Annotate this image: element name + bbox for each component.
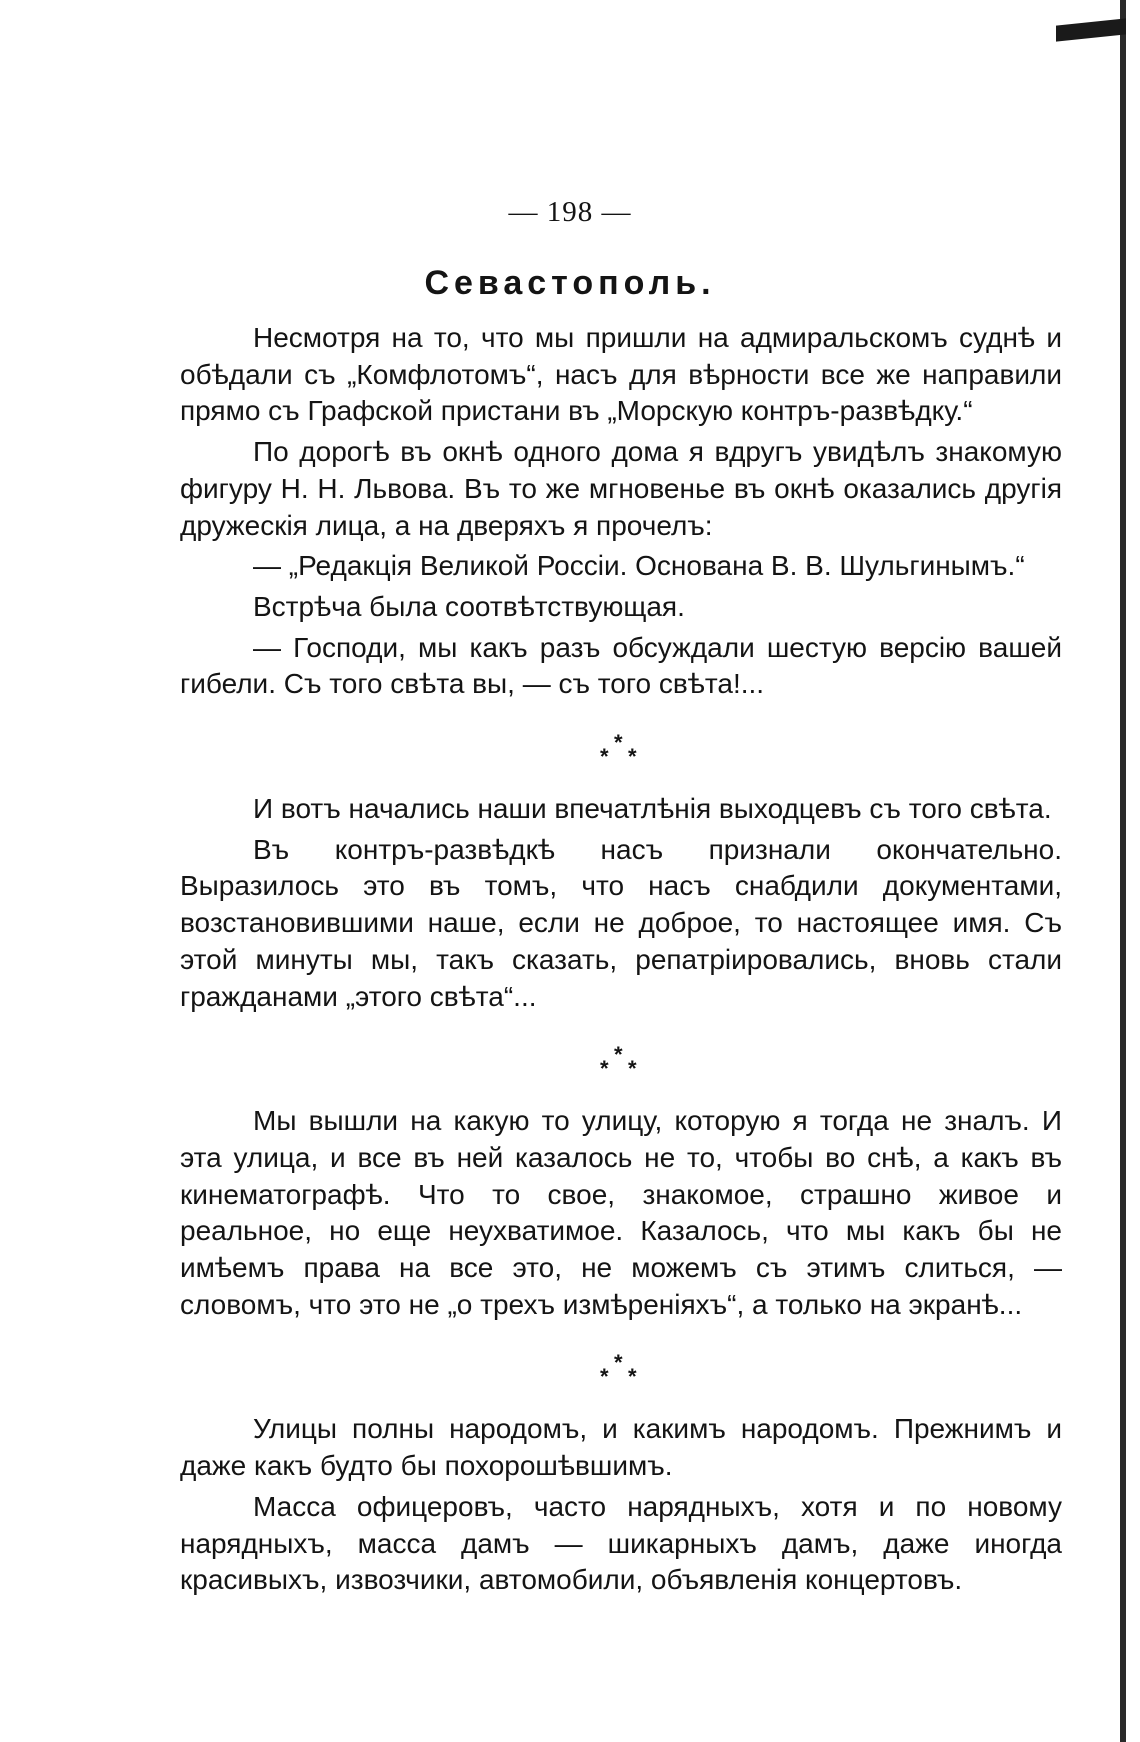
body-text <box>180 320 1062 1599</box>
asterisk: * <box>628 744 637 770</box>
asterisk: * <box>628 1364 637 1390</box>
paragraph: И вотъ начались наши впечатлѣнія выходцевъ съ того свѣта. <box>253 793 1052 825</box>
asterisk: * <box>600 1056 609 1082</box>
asterisk: * <box>628 1056 637 1082</box>
asterism-icon <box>596 727 646 770</box>
page-edge-rule <box>1120 0 1126 1742</box>
chapter-title: Севастополь. <box>424 264 716 302</box>
page-number: — 198 — <box>508 196 632 228</box>
asterisk: * <box>614 1042 623 1068</box>
asterisk: * <box>614 1350 623 1376</box>
paragraph: Масса офицеровъ, часто нарядныхъ, хотя и по новому нарядныхъ, масса дамъ — шикарныхъ дамъ, даже иногда красивыхъ, извозчики, автомобили, объявленія концертовъ. <box>180 1490 1062 1596</box>
paragraph: Несмотря на то, что мы пришли на адмиральскомъ суднѣ и обѣдали съ „Комфлотомъ“, насъ для вѣрности все же направили прямо съ Графской пристани въ „Морскую контръ-развѣдку.“ <box>180 322 1062 427</box>
asterism-icon <box>596 1347 646 1390</box>
paragraph: Въ контръ-развѣдкѣ насъ признали окончательно. Выразилось это въ томъ, что насъ снабдили документами, возстановившими наше, если не доброе, то настоящее имя. Съ этой минуты мы, такъ сказать, репатріировались, вновь стали гражданами „этого свѣта“... <box>180 833 1062 1012</box>
corner-smudge <box>1056 18 1126 41</box>
paragraph: Улицы полны народомъ, и какимъ народомъ. Прежнимъ и даже какъ будто бы похорошѣвшимъ. <box>180 1413 1062 1482</box>
asterism-icon <box>596 1039 646 1082</box>
asterisk: * <box>600 744 609 770</box>
section-separator <box>180 1323 1062 1411</box>
paragraph: Встрѣча была соотвѣтствующая. <box>253 590 685 622</box>
section-separator <box>180 703 1062 791</box>
paragraph: — Господи, мы какъ разъ обсуждали шестую версію вашей гибели. Съ того свѣта вы, — съ того свѣта!... <box>180 631 1062 700</box>
asterisk: * <box>600 1364 609 1390</box>
paragraph: По дорогѣ въ окнѣ одного дома я вдругъ увидѣлъ знакомую фигуру Н. Н. Львова. Въ то же мгновенье въ окнѣ оказались другія дружескія лица, а на дверяхъ я прочелъ: <box>180 436 1062 541</box>
section-separator <box>180 1015 1062 1103</box>
asterisk: * <box>614 730 623 756</box>
paragraph: — „Редакція Великой Россіи. Основана В. В. Шульгинымъ.“ <box>253 550 1025 582</box>
paragraph: Мы вышли на какую то улицу, которую я тогда не зналъ. И эта улица, и все въ ней казалось не то, чтобы во снѣ, а какъ въ кинематографѣ. Что то свое, знакомое, страшно живое и реальное, но еще неухватимое. Казалось, что мы какъ бы не имѣемъ права на все это, не можемъ съ этимъ слиться, — словомъ, что это не „о трехъ измѣреніяхъ“, а только на экранѣ... <box>180 1105 1062 1320</box>
